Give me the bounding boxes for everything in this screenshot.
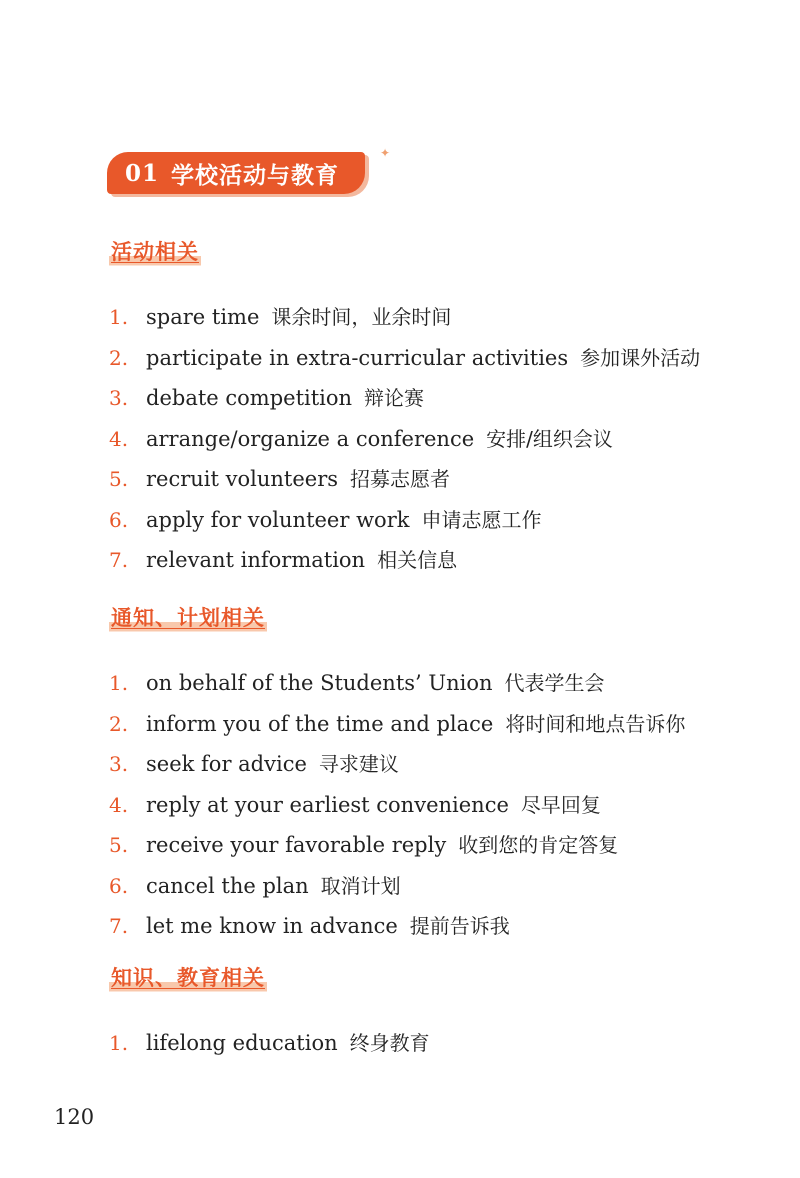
vocab-list [109,301,749,585]
list-item [109,910,749,951]
item-english: lifelong education [146,1031,338,1055]
list-item [109,301,749,342]
item-number: 4. [109,792,129,817]
sparkle-icon: ✦ [380,146,391,160]
item-number: 1. [109,305,129,329]
list-item [109,708,749,749]
item-chinese: 取消计划 [320,873,401,898]
item-chinese: 代表学生会 [504,671,605,695]
chapter-heading [107,152,365,194]
item-number: 5. [109,833,129,857]
item-number: 2. [109,711,129,736]
vocab-list [109,667,749,951]
chapter-title: 学校活动与教育 [171,161,340,189]
item-english: let me know in advance [146,914,398,938]
item-chinese: 寻求建议 [318,752,399,776]
list-item [109,544,749,585]
item-chinese: 尽早回复 [520,792,601,817]
list-item [109,423,749,464]
item-english: on behalf of the Students’ Union [146,671,493,695]
list-item [109,870,749,911]
list-item [109,667,749,708]
section-title: 通知、计划相关 [109,602,267,634]
item-chinese: 辩论赛 [364,386,425,410]
item-number: 1. [109,671,129,695]
item-english: reply at your earliest convenience [146,792,509,817]
item-number: 5. [109,467,129,491]
list-item [109,504,749,545]
list-item [109,829,749,870]
item-chinese: 收到您的肯定答复 [458,833,619,857]
list-item [109,382,749,423]
item-english: receive your favorable reply [146,833,447,857]
item-number: 6. [109,507,129,532]
list-item [109,463,749,504]
vocab-list [109,1027,749,1068]
item-number: 2. [109,345,129,370]
item-chinese: 招募志愿者 [350,467,451,491]
section-notices-plans [109,602,749,951]
item-english: participate in extra-curricular activities [146,345,569,370]
list-item [109,1027,749,1068]
item-english: inform you of the time and place [146,711,494,736]
section-title: 活动相关 [109,236,201,268]
item-chinese: 提前告诉我 [409,914,510,938]
item-chinese: 相关信息 [377,548,458,572]
item-english: recruit volunteers [146,467,339,491]
list-item [109,789,749,830]
item-english: cancel the plan [146,873,309,898]
list-item [109,748,749,789]
item-number: 3. [109,386,129,410]
item-chinese: 终身教育 [349,1031,430,1055]
item-number: 4. [109,426,129,451]
section-title: 知识、教育相关 [109,962,267,994]
item-number: 3. [109,752,129,776]
chapter-number: 01 [125,159,160,187]
section-knowledge-education [109,962,749,1068]
item-english: arrange/organize a conference [146,426,475,451]
item-chinese: 参加课外活动 [580,345,701,370]
section-activities [109,236,749,585]
item-number: 7. [109,914,129,938]
item-english: spare time [146,305,260,329]
list-item [109,342,749,383]
item-number: 1. [109,1031,129,1055]
item-english: relevant information [146,548,366,572]
page-number: 120 [54,1105,95,1129]
item-chinese: 将时间和地点告诉你 [505,711,686,736]
item-chinese: 课余时间，业余时间 [271,305,452,329]
item-english: apply for volunteer work [146,507,410,532]
item-english: debate competition [146,386,353,410]
item-number: 6. [109,873,129,898]
item-english: seek for advice [146,752,307,776]
item-chinese: 安排/组织会议 [486,426,613,451]
item-number: 7. [109,548,129,572]
item-chinese: 申请志愿工作 [421,507,542,532]
